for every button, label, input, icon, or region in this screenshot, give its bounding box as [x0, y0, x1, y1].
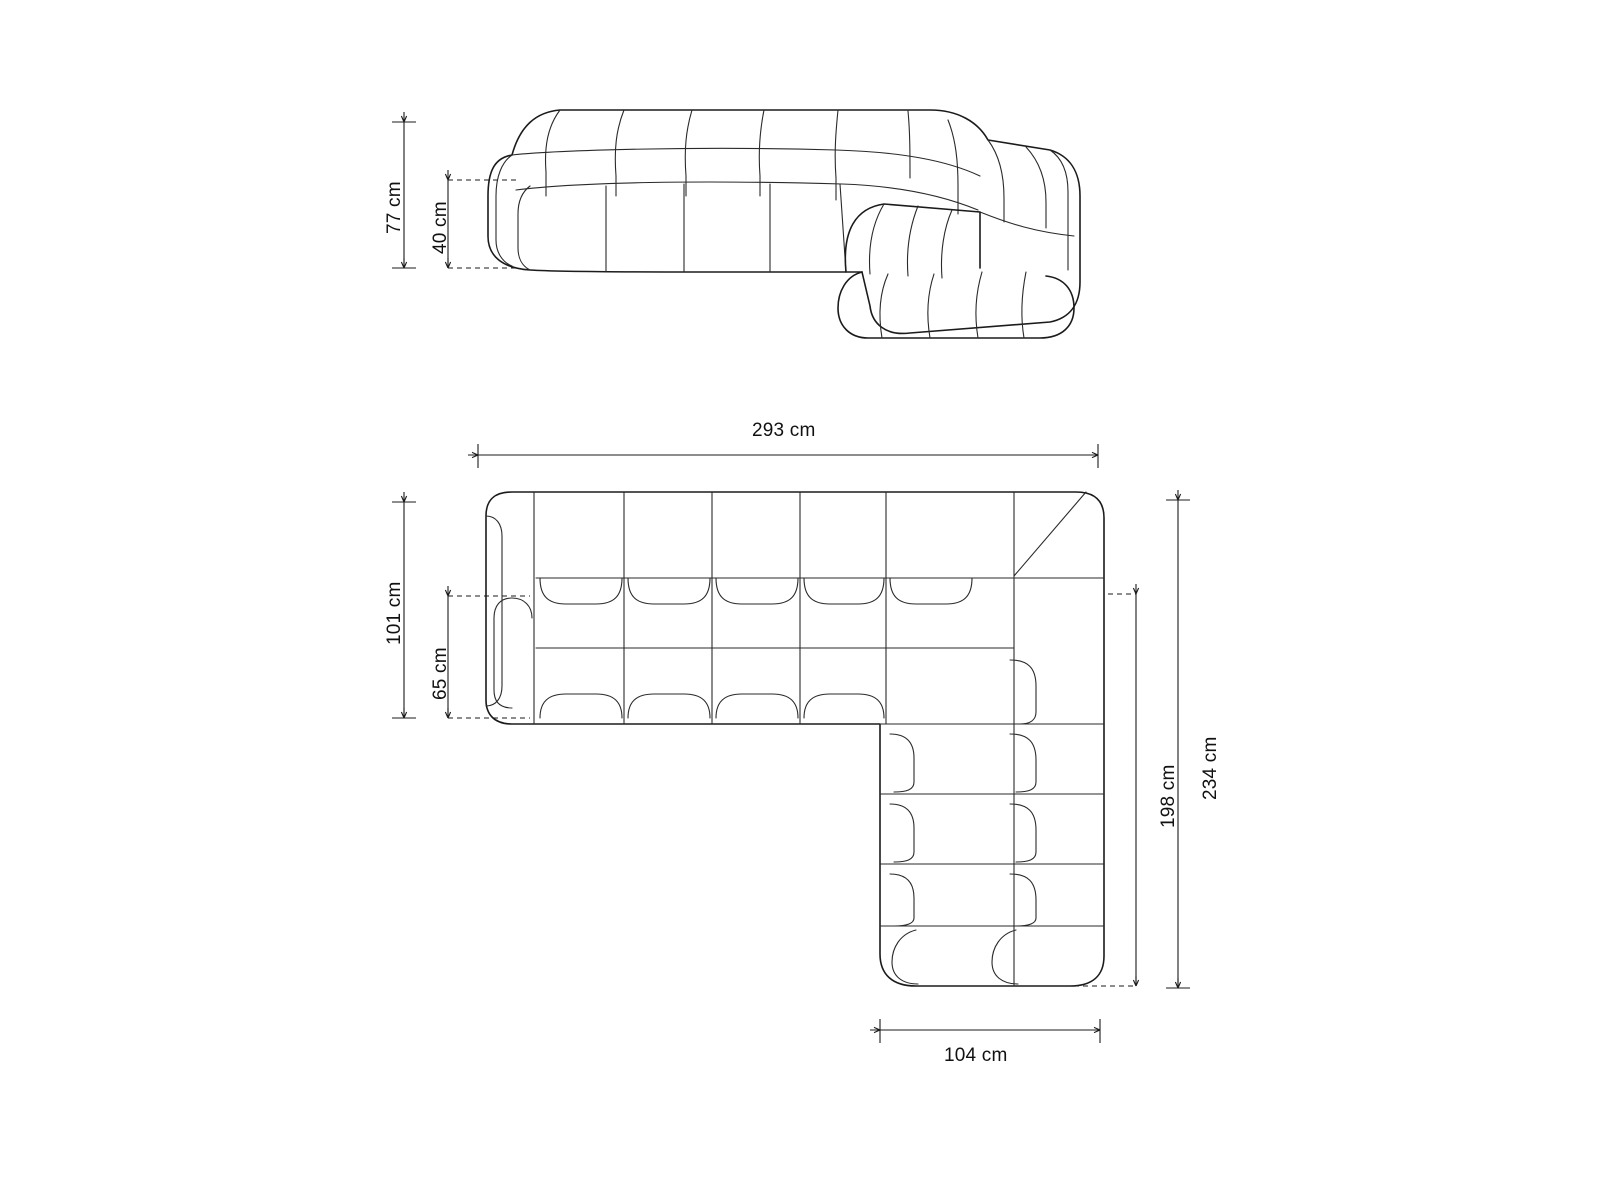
label-side-length-inner: 198 cm: [1158, 764, 1179, 828]
front-elevation-view: [488, 110, 1080, 338]
dimension-side-width: [880, 1019, 1100, 1043]
label-height-seat: 40 cm: [430, 201, 451, 254]
label-depth-seat: 65 cm: [430, 647, 451, 700]
dimension-width-total: [478, 444, 1098, 468]
top-plan-view: [486, 492, 1104, 986]
label-side-width: 104 cm: [944, 1045, 1008, 1066]
label-depth-total: 101 cm: [384, 581, 405, 645]
label-side-length-total: 234 cm: [1200, 736, 1221, 800]
label-height-total: 77 cm: [384, 181, 405, 234]
label-width-total: 293 cm: [752, 420, 816, 441]
dimension-side-length-total: [1166, 500, 1190, 988]
